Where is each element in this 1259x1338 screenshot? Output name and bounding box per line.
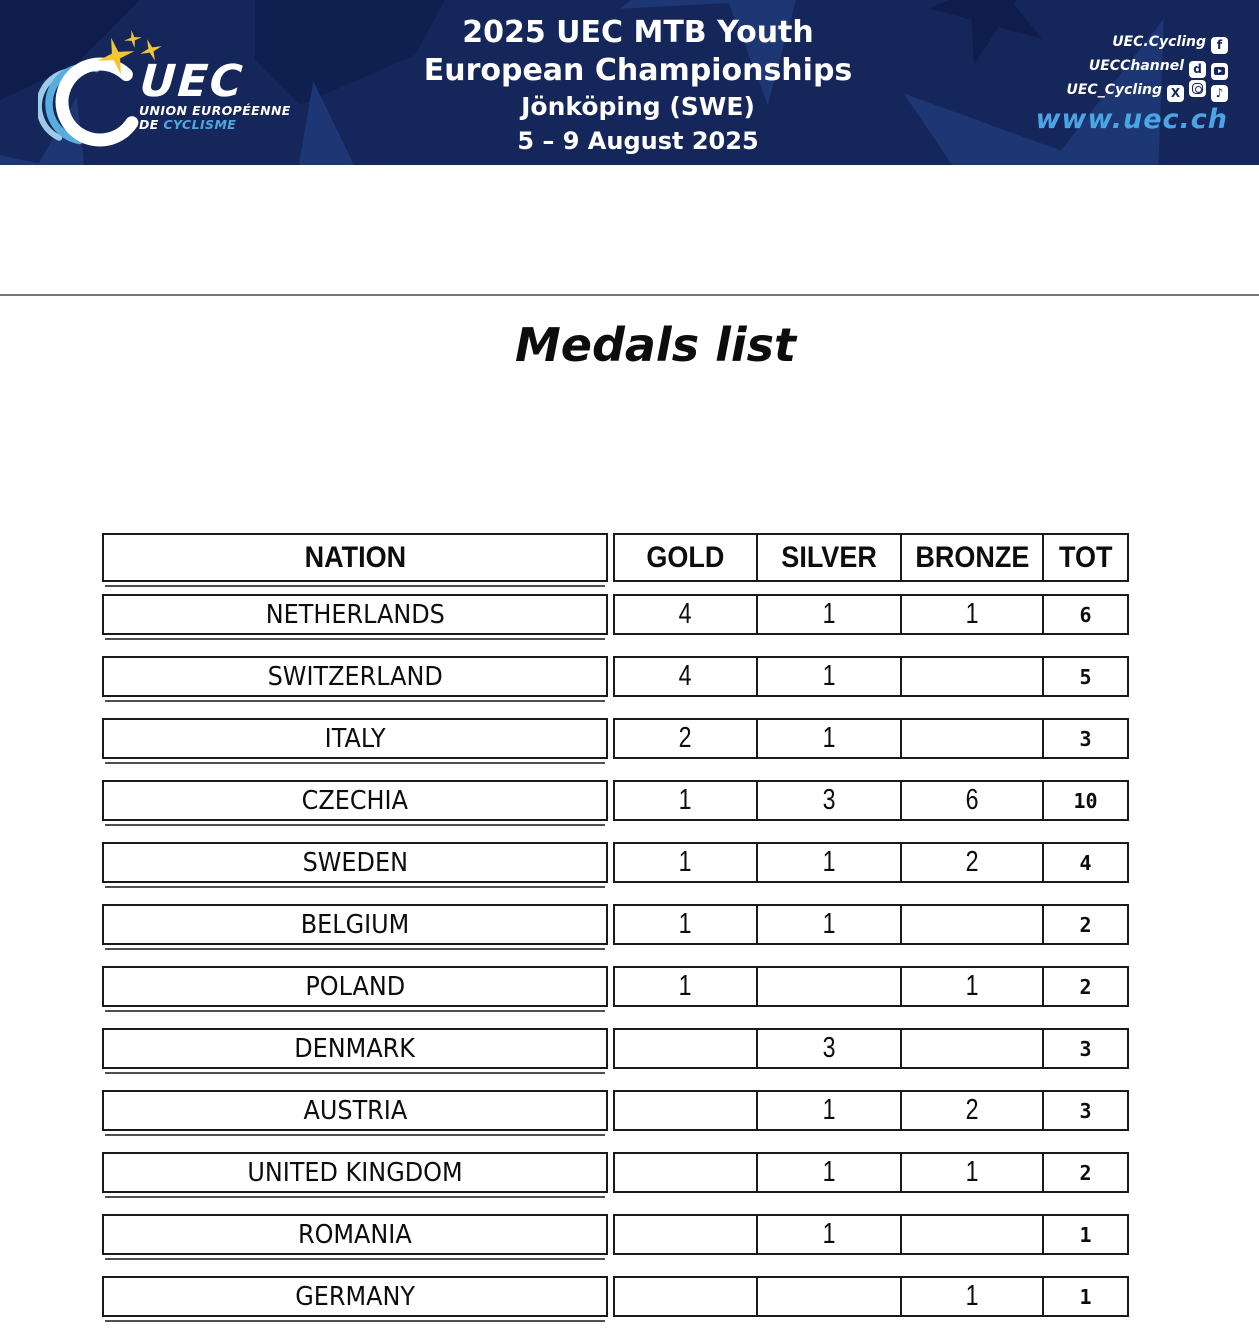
silver-count: 1: [822, 846, 836, 878]
total-cell: [1044, 1278, 1127, 1315]
nation-name: BELGIUM: [300, 909, 410, 940]
table-row-italy: [102, 718, 1129, 759]
channel-handle[interactable]: UECChannel: [1088, 58, 1184, 74]
event-title-line1: 2025 UEC MTB Youth: [462, 15, 814, 50]
header-cell-gold: [615, 535, 758, 580]
nation-name: AUSTRIA: [303, 1095, 407, 1126]
silver-cell: [758, 1278, 902, 1315]
social-row-facebook: [1036, 32, 1228, 53]
medal-group: [613, 780, 1129, 821]
total-cell: [1044, 1092, 1127, 1129]
total-count: 10: [1073, 788, 1098, 813]
table-row-poland: [102, 966, 1129, 1007]
nation-name: NETHERLANDS: [265, 599, 445, 630]
medal-group: [613, 1028, 1129, 1069]
silver-count: 1: [822, 1156, 836, 1188]
header-cell-bronze: [902, 535, 1044, 580]
event-title-line2: European Championships: [423, 53, 853, 88]
bronze-cell: [902, 1154, 1044, 1191]
bronze-cell: [902, 782, 1044, 819]
table-row-sweden: [102, 842, 1129, 883]
bronze-cell: [902, 1092, 1044, 1129]
page-title: Medals list: [514, 318, 796, 372]
nation-name: ROMANIA: [298, 1219, 412, 1250]
bronze-cell: [902, 1216, 1044, 1253]
nation-name: CZECHIA: [301, 785, 409, 816]
table-row-switzerland: [102, 656, 1129, 697]
silver-count: 1: [822, 908, 836, 940]
gold-cell: [615, 844, 758, 881]
medal-group: [613, 1276, 1129, 1317]
nation-name: POLAND: [305, 971, 405, 1002]
total-cell: [1044, 1216, 1127, 1253]
silver-count: 3: [822, 784, 836, 816]
nation-cell: [102, 1276, 608, 1317]
total-cell: [1044, 906, 1127, 943]
nation-name: SWITZERLAND: [267, 661, 443, 692]
gold-cell: [615, 968, 758, 1005]
silver-count: 3: [822, 1032, 836, 1064]
youtube-icon[interactable]: [1211, 63, 1228, 80]
bronze-cell: [902, 906, 1044, 943]
gold-cell: [615, 1154, 758, 1191]
gold-count: 4: [679, 660, 692, 692]
total-count: 3: [1079, 1098, 1092, 1123]
bronze-count: 2: [965, 846, 979, 878]
medals-table: [102, 533, 1129, 1338]
gold-count: 1: [679, 908, 692, 940]
header-medal-group: [613, 533, 1129, 582]
header-cell-silver: [758, 535, 902, 580]
facebook-icon[interactable]: f: [1211, 37, 1228, 54]
total-count: 4: [1079, 850, 1092, 875]
silver-count: 1: [822, 1218, 836, 1250]
x-handle[interactable]: UEC_Cycling: [1066, 82, 1162, 98]
gold-cell: [615, 596, 758, 633]
facebook-handle[interactable]: UEC.Cycling: [1112, 34, 1206, 50]
silver-cell: [758, 596, 902, 633]
nation-name: SWEDEN: [302, 847, 408, 878]
medal-group: [613, 656, 1129, 697]
silver-cell: [758, 782, 902, 819]
medal-group: [613, 1152, 1129, 1193]
bronze-count: 1: [965, 598, 979, 630]
total-count: 2: [1079, 974, 1092, 999]
total-cell: [1044, 596, 1127, 633]
tiktok-icon[interactable]: ♪: [1211, 85, 1228, 102]
bronze-count: 6: [965, 784, 979, 816]
total-cell: [1044, 968, 1127, 1005]
uec-logo-subtitle2-cyclisme: CYCLISME: [163, 117, 237, 132]
medal-group: [613, 1214, 1129, 1255]
event-location: Jönköping (SWE): [521, 92, 755, 121]
total-count: 2: [1079, 1160, 1092, 1185]
dailymotion-icon[interactable]: d: [1189, 61, 1206, 78]
total-count: 1: [1079, 1284, 1092, 1309]
total-cell: [1044, 1154, 1127, 1191]
total-count: 1: [1079, 1222, 1092, 1247]
silver-cell: [758, 844, 902, 881]
gold-cell: [615, 1278, 758, 1315]
bronze-count: 1: [965, 1156, 979, 1188]
social-row-channel: [1036, 56, 1228, 77]
medal-group: [613, 594, 1129, 635]
x-twitter-icon[interactable]: X: [1167, 85, 1184, 102]
silver-count: 1: [822, 660, 836, 692]
silver-cell: [758, 1030, 902, 1067]
table-row-austria: [102, 1090, 1129, 1131]
nation-cell: [102, 1028, 608, 1069]
medal-group: [613, 966, 1129, 1007]
uec-logo-acronym: UEC: [138, 56, 246, 107]
uec-logo-subtitle2-de: DE: [139, 117, 164, 132]
event-banner: [0, 0, 1259, 165]
medal-group: [613, 1090, 1129, 1131]
medal-group: [613, 718, 1129, 759]
total-count: 3: [1079, 1036, 1092, 1061]
nation-cell: [102, 966, 608, 1007]
silver-cell: [758, 1154, 902, 1191]
nation-cell: [102, 1090, 608, 1131]
bronze-count: 1: [965, 970, 979, 1002]
gold-cell: [615, 1030, 758, 1067]
nation-cell: [102, 780, 608, 821]
header-cell-tot: [1044, 535, 1127, 580]
header-label-tot: TOT: [1058, 540, 1113, 574]
total-count: 5: [1079, 664, 1092, 689]
bronze-count: 2: [965, 1094, 979, 1126]
social-links-block: [1036, 32, 1228, 135]
total-cell: [1044, 658, 1127, 695]
silver-cell: [758, 968, 902, 1005]
total-cell: [1044, 782, 1127, 819]
table-row-belgium: [102, 904, 1129, 945]
gold-cell: [615, 782, 758, 819]
gold-cell: [615, 720, 758, 757]
bronze-cell: [902, 1278, 1044, 1315]
nation-cell: [102, 904, 608, 945]
nation-name: UNITED KINGDOM: [247, 1157, 463, 1188]
nation-cell: [102, 594, 608, 635]
header-label-bronze: BRONZE: [914, 540, 1029, 574]
nation-name: DENMARK: [294, 1033, 416, 1064]
table-row-netherlands: [102, 594, 1129, 635]
total-count: 3: [1079, 726, 1092, 751]
gold-count: 4: [679, 598, 692, 630]
gold-cell: [615, 658, 758, 695]
gold-count: 1: [679, 846, 692, 878]
header-label-gold: GOLD: [646, 540, 725, 574]
silver-cell: [758, 1216, 902, 1253]
silver-cell: [758, 906, 902, 943]
total-count: 2: [1079, 912, 1092, 937]
table-row-czechia: [102, 780, 1129, 821]
table-row-germany: [102, 1276, 1129, 1317]
table-row-romania: [102, 1214, 1129, 1255]
nation-name: ITALY: [324, 723, 386, 754]
event-dates: 5 – 9 August 2025: [517, 127, 759, 155]
medal-group: [613, 904, 1129, 945]
nation-cell: [102, 1152, 608, 1193]
table-row-denmark: [102, 1028, 1129, 1069]
header-label-nation: NATION: [304, 540, 406, 574]
gold-cell: [615, 1216, 758, 1253]
uec-website-link[interactable]: www.uec.ch: [1035, 104, 1228, 135]
bronze-cell: [902, 968, 1044, 1005]
table-header-row: [102, 533, 1129, 582]
social-row-cycling: [1036, 80, 1228, 101]
nation-cell: [102, 656, 608, 697]
total-cell: [1044, 720, 1127, 757]
silver-cell: [758, 720, 902, 757]
bronze-cell: [902, 658, 1044, 695]
horizontal-divider: [0, 294, 1259, 296]
bronze-cell: [902, 1030, 1044, 1067]
gold-cell: [615, 1092, 758, 1129]
nation-cell: [102, 718, 608, 759]
silver-count: 1: [822, 598, 836, 630]
bronze-cell: [902, 720, 1044, 757]
header-label-silver: SILVER: [781, 540, 877, 574]
silver-count: 1: [822, 1094, 836, 1126]
table-row-united-kingdom: [102, 1152, 1129, 1193]
nation-cell: [102, 1214, 608, 1255]
instagram-icon[interactable]: [1189, 80, 1206, 97]
silver-cell: [758, 1092, 902, 1129]
total-count: 6: [1079, 602, 1092, 627]
nation-name: GERMANY: [295, 1281, 415, 1312]
uec-logo-subtitle1: UNION EUROPÉENNE: [139, 103, 291, 118]
total-cell: [1044, 844, 1127, 881]
total-cell: [1044, 1030, 1127, 1067]
silver-cell: [758, 658, 902, 695]
bronze-cell: [902, 596, 1044, 633]
medal-group: [613, 842, 1129, 883]
gold-count: 2: [679, 722, 692, 754]
bronze-count: 1: [965, 1280, 979, 1312]
bronze-cell: [902, 844, 1044, 881]
header-cell-nation: [102, 533, 608, 582]
gold-count: 1: [679, 970, 692, 1002]
silver-count: 1: [822, 722, 836, 754]
gold-count: 1: [679, 784, 692, 816]
gold-cell: [615, 906, 758, 943]
nation-cell: [102, 842, 608, 883]
